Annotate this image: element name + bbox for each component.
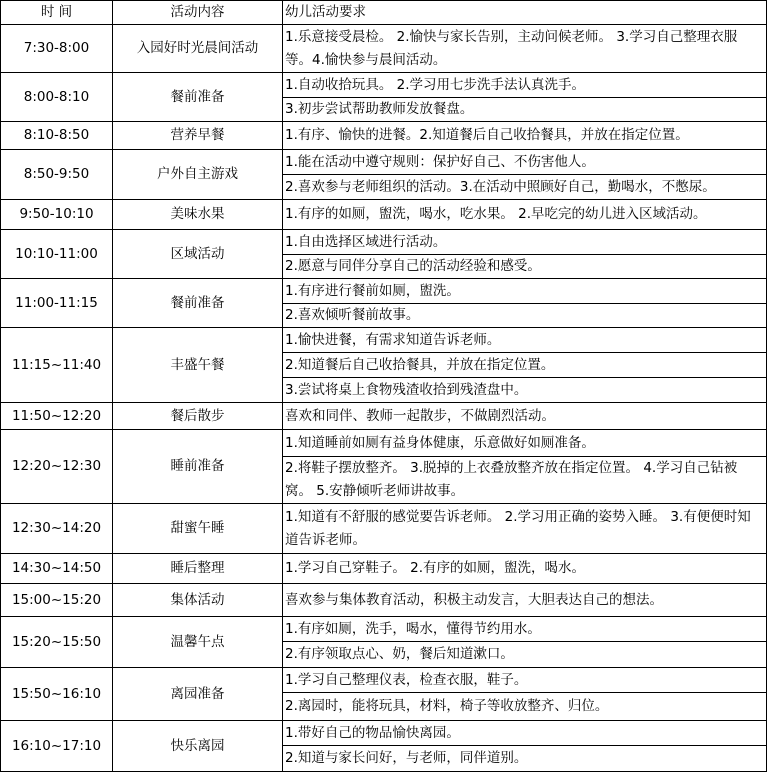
requirement-cell: 1.自由选择区域进行活动。 [283, 230, 767, 255]
table-row [1, 617, 767, 642]
header-requirements: 幼儿活动要求 [283, 1, 767, 25]
activity-cell: 餐前准备 [113, 73, 283, 122]
requirement-cell: 1.学习自己整理仪表，检查衣服，鞋子。 [283, 668, 767, 693]
requirement-cell: 2.有序领取点心、奶，餐后知道漱口。 [283, 642, 767, 668]
time-cell: 10:10-11:00 [1, 230, 113, 279]
header-activity: 活动内容 [113, 1, 283, 25]
requirement-cell: 1.带好自己的物品愉快离园。 [283, 721, 767, 746]
activity-cell: 餐前准备 [113, 279, 283, 328]
time-cell: 8:10-8:50 [1, 122, 113, 150]
table-row [1, 122, 767, 150]
requirement-cell: 1.有序的如厕，盥洗，喝水，吃水果。 2.早吃完的幼儿进入区域活动。 [283, 200, 767, 230]
table-row [1, 328, 767, 353]
requirement-cell: 1.知道有不舒服的感觉要告诉老师。 2.学习用正确的姿势入睡。 3.有便便时知道告诉老师。 [283, 504, 767, 554]
requirement-cell: 2.将鞋子摆放整齐。 3.脱掉的上衣叠放整齐放在指定位置。 4.学习自己钻被窝。 5.安静倾听老师讲故事。 [283, 457, 767, 504]
requirement-cell: 2.喜欢参与老师组织的活动。3.在活动中照顾好自己，勤喝水，不憋尿。 [283, 175, 767, 200]
activity-cell: 入园好时光晨间活动 [113, 25, 283, 73]
table-row [1, 279, 767, 304]
table-row [1, 150, 767, 175]
activity-cell: 丰盛午餐 [113, 328, 283, 403]
table-row [1, 403, 767, 430]
requirement-cell: 1.愉快进餐，有需求知道告诉老师。 [283, 328, 767, 353]
table-row [1, 230, 767, 255]
activity-cell: 快乐离园 [113, 721, 283, 772]
time-cell: 11:50~12:20 [1, 403, 113, 430]
time-cell: 11:15~11:40 [1, 328, 113, 403]
time-cell: 9:50-10:10 [1, 200, 113, 230]
time-cell: 14:30~14:50 [1, 554, 113, 584]
table-header-row [1, 1, 767, 25]
activity-cell: 区域活动 [113, 230, 283, 279]
requirement-cell: 1.自动收拾玩具。 2.学习用七步洗手法认真洗手。 [283, 73, 767, 98]
requirement-cell: 2.喜欢倾听餐前故事。 [283, 304, 767, 328]
time-cell: 15:50~16:10 [1, 668, 113, 721]
requirement-cell: 2.知道与家长问好，与老师，同伴道别。 [283, 746, 767, 772]
time-cell: 11:00-11:15 [1, 279, 113, 328]
activity-cell: 餐后散步 [113, 403, 283, 430]
activity-cell: 美味水果 [113, 200, 283, 230]
activity-cell: 户外自主游戏 [113, 150, 283, 200]
requirement-cell: 2.愿意与同伴分享自己的活动经验和感受。 [283, 255, 767, 279]
activity-cell: 甜蜜午睡 [113, 504, 283, 554]
activity-cell: 温馨午点 [113, 617, 283, 668]
table-row [1, 554, 767, 584]
requirement-cell: 2.知道餐后自己收拾餐具，并放在指定位置。 [283, 353, 767, 378]
requirement-cell: 3.尝试将桌上食物残渣收拾到残渣盘中。 [283, 378, 767, 403]
time-cell: 7:30-8:00 [1, 25, 113, 73]
activity-cell: 集体活动 [113, 584, 283, 617]
table-row [1, 25, 767, 73]
table-row [1, 584, 767, 617]
table-row [1, 504, 767, 554]
time-cell: 16:10~17:10 [1, 721, 113, 772]
requirement-cell: 2.离园时，能将玩具，材料，椅子等收放整齐、归位。 [283, 693, 767, 721]
header-time: 时 间 [1, 1, 113, 25]
time-cell: 12:20~12:30 [1, 430, 113, 504]
activity-cell: 离园准备 [113, 668, 283, 721]
requirement-cell: 1.学习自己穿鞋子。 2.有序的如厕，盥洗，喝水。 [283, 554, 767, 584]
requirement-cell: 喜欢和同伴、教师一起散步，不做剧烈活动。 [283, 403, 767, 430]
time-cell: 15:00~15:20 [1, 584, 113, 617]
requirement-cell: 1.有序如厕，洗手，喝水，懂得节约用水。 [283, 617, 767, 642]
activity-cell: 营养早餐 [113, 122, 283, 150]
table-row [1, 430, 767, 457]
time-cell: 12:30~14:20 [1, 504, 113, 554]
table-row [1, 200, 767, 230]
requirement-cell: 1.有序、愉快的进餐。2.知道餐后自己收拾餐具，并放在指定位置。 [283, 122, 767, 150]
activity-cell: 睡后整理 [113, 554, 283, 584]
activity-cell: 睡前准备 [113, 430, 283, 504]
time-cell: 8:00-8:10 [1, 73, 113, 122]
table-row [1, 721, 767, 746]
requirement-cell: 1.有序进行餐前如厕，盥洗。 [283, 279, 767, 304]
requirement-cell: 1.能在活动中遵守规则：保护好自己、不伤害他人。 [283, 150, 767, 175]
requirement-cell: 1.知道睡前如厕有益身体健康，乐意做好如厕准备。 [283, 430, 767, 457]
table-row [1, 73, 767, 98]
time-cell: 15:20~15:50 [1, 617, 113, 668]
requirement-cell: 3.初步尝试帮助教师发放餐盘。 [283, 98, 767, 122]
time-cell: 8:50-9:50 [1, 150, 113, 200]
requirement-cell: 1.乐意接受晨检。 2.愉快与家长告别，主动问候老师。 3.学习自己整理衣服等。4.愉快参与晨间活动。 [283, 25, 767, 73]
table-row [1, 668, 767, 693]
requirement-cell: 喜欢参与集体教育活动，积极主动发言，大胆表达自己的想法。 [283, 584, 767, 617]
